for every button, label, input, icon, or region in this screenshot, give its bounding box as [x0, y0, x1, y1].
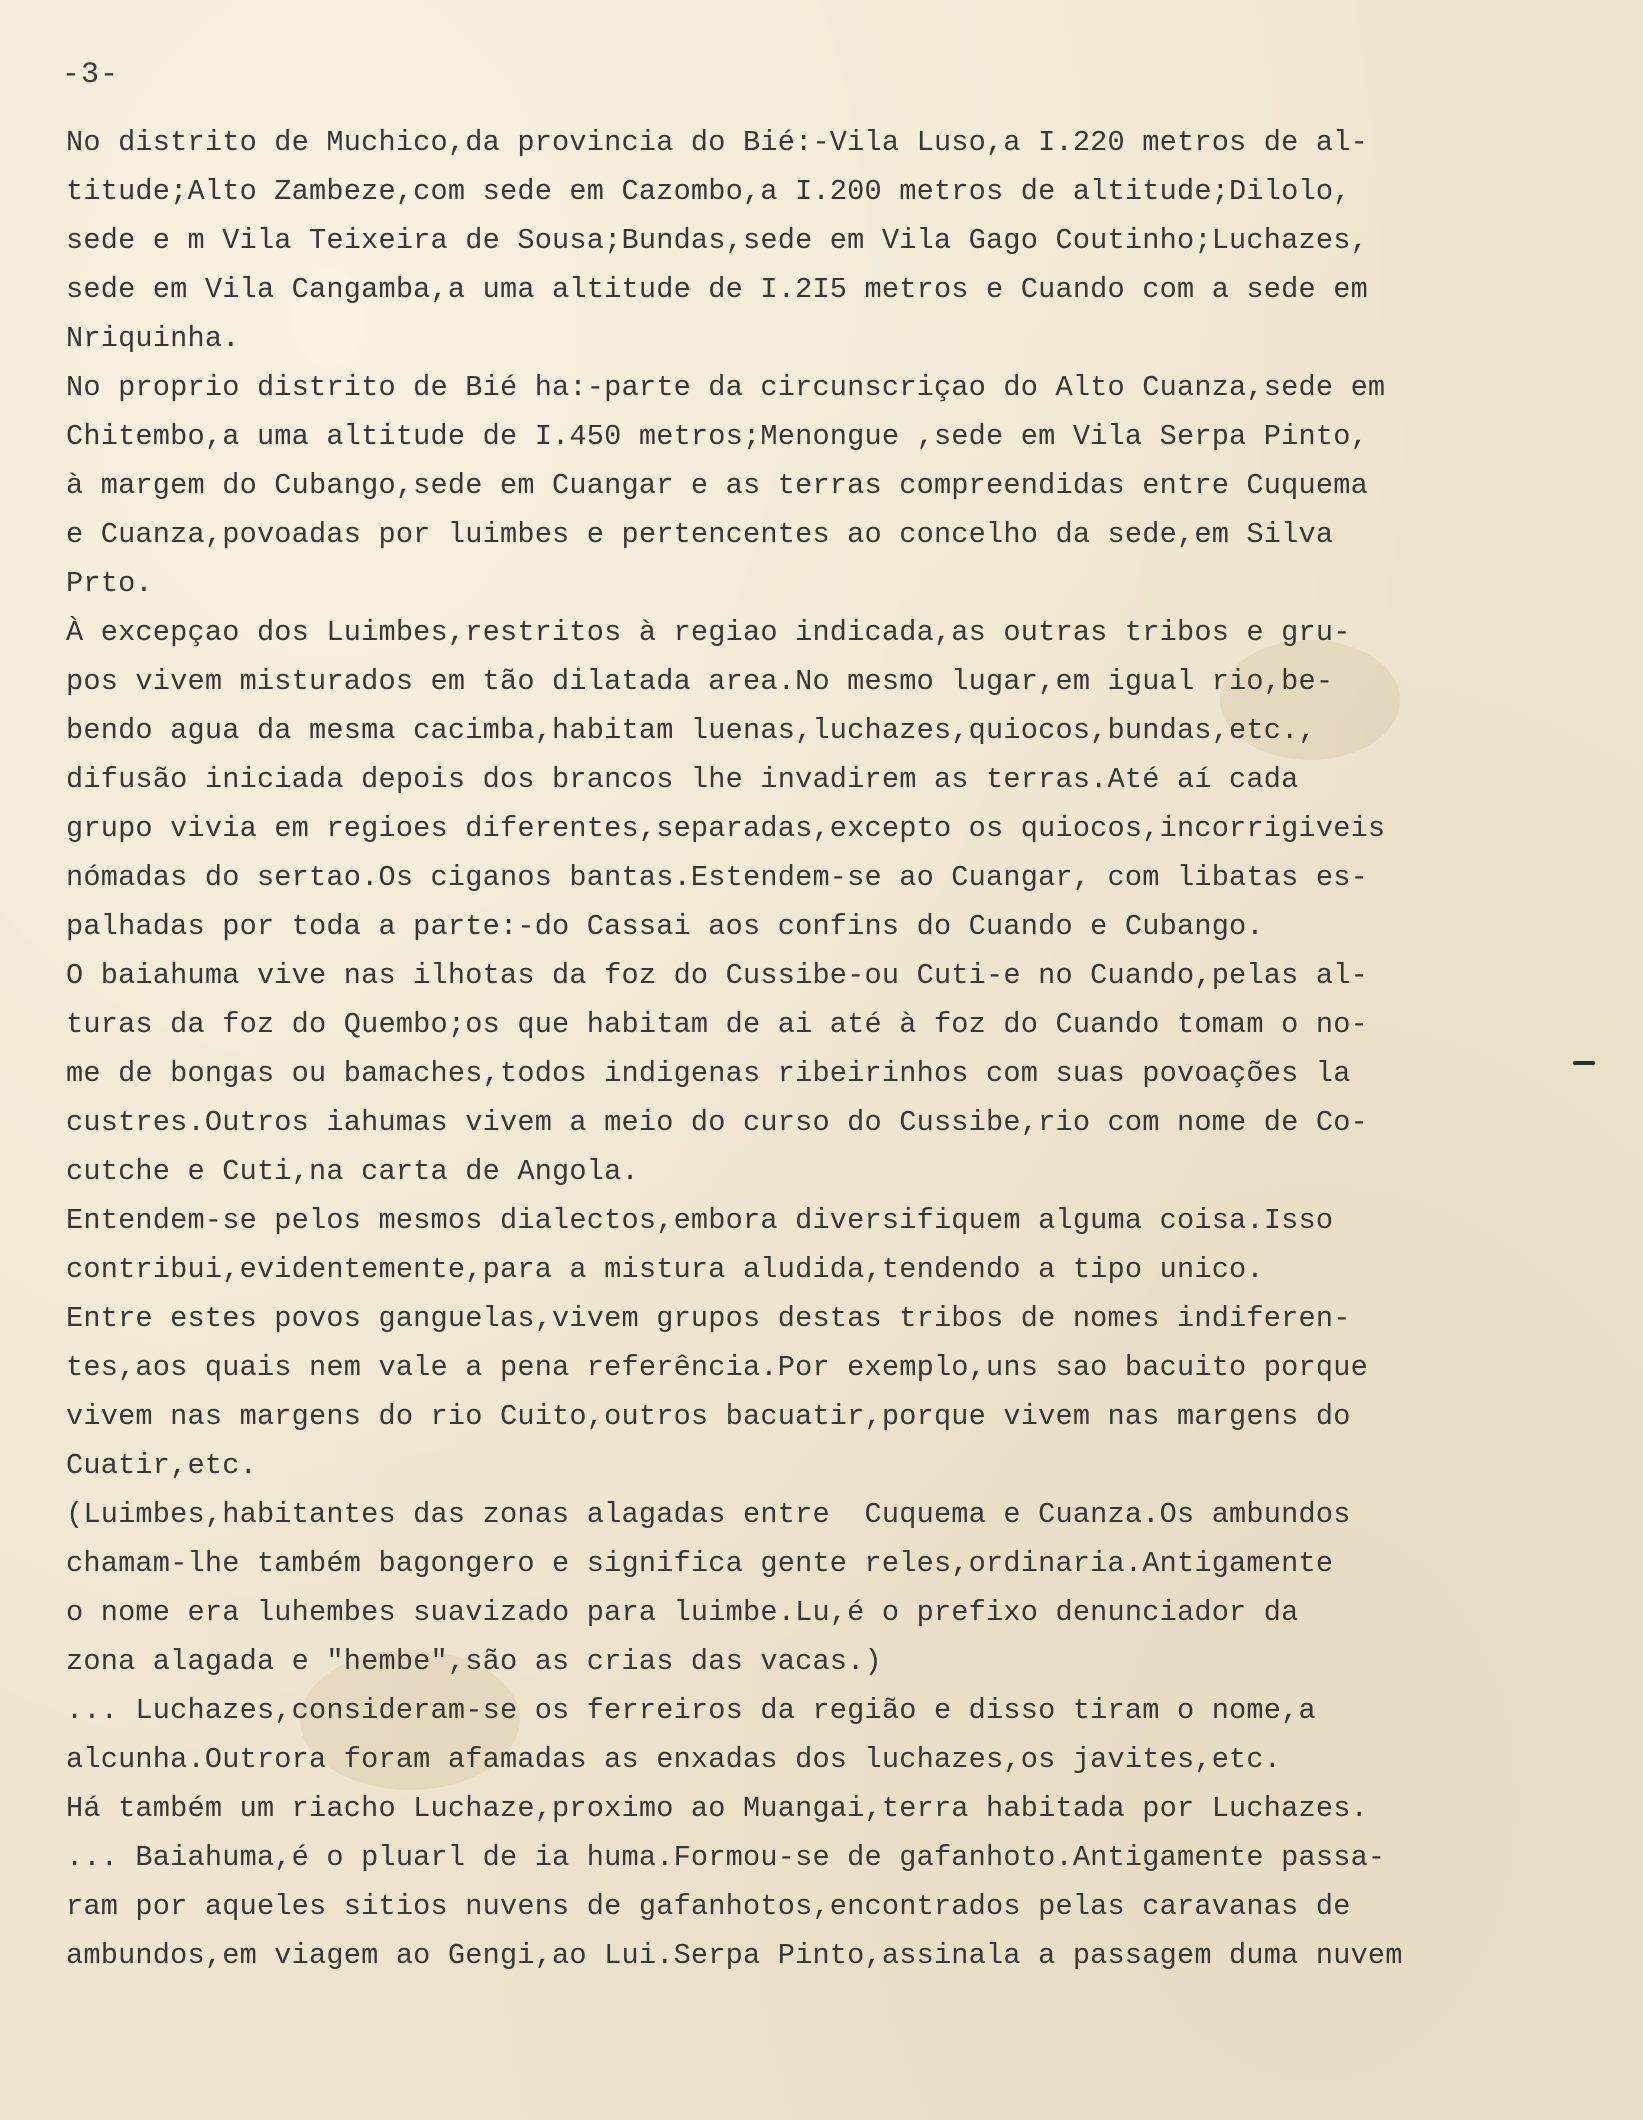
text-line: Entendem-se pelos mesmos dialectos,embora diversifiquem alguma coisa.Isso — [66, 1204, 1334, 1237]
text-line: À excepçao dos Luimbes,restritos à regiao indicada,as outras tribos e gru- — [66, 616, 1351, 649]
text-line: zona alagada e "hembe",são as crias das vacas.) — [66, 1645, 882, 1678]
text-line: No proprio distrito de Bié ha:-parte da circunscriçao do Alto Cuanza,sede em — [66, 371, 1386, 404]
document-body — [66, 118, 1626, 1980]
text-line: alcunha.Outrora foram afamadas as enxadas dos luchazes,os javites,etc. — [66, 1743, 1282, 1776]
text-line: palhadas por toda a parte:-do Cassai aos confins do Cuando e Cubango. — [66, 910, 1264, 943]
margin-dash-mark — [1573, 1061, 1595, 1065]
text-line: No distrito de Muchico,da provincia do Bié:-Vila Luso,a I.220 metros de al- — [66, 126, 1368, 159]
text-line: bendo agua da mesma cacimba,habitam luenas,luchazes,quiocos,bundas,etc., — [66, 714, 1316, 747]
text-line: à margem do Cubango,sede em Cuangar e as terras compreendidas entre Cuquema — [66, 469, 1368, 502]
text-line: ... Luchazes,consideram-se os ferreiros da região e disso tiram o nome,a — [66, 1694, 1316, 1727]
text-line: custres.Outros iahumas vivem a meio do curso do Cussibe,rio com nome de Co- — [66, 1106, 1368, 1139]
text-line: turas da foz do Quembo;os que habitam de ai até à foz do Cuando tomam o no- — [66, 1008, 1368, 1041]
text-line: o nome era luhembes suavizado para luimbe.Lu,é o prefixo denunciador da — [66, 1596, 1299, 1629]
text-line: vivem nas margens do rio Cuito,outros bacuatir,porque vivem nas margens do — [66, 1400, 1351, 1433]
text-line: ambundos,em viagem ao Gengi,ao Lui.Serpa Pinto,assinala a passagem duma nuvem — [66, 1939, 1403, 1972]
text-line: chamam-lhe também bagongero e significa gente reles,ordinaria.Antigamente — [66, 1547, 1334, 1580]
text-line: ... Baiahuma,é o pluarl de ia huma.Formou-se de gafanhoto.Antigamente passa- — [66, 1841, 1386, 1874]
text-line: Há também um riacho Luchaze,proximo ao Muangai,terra habitada por Luchazes. — [66, 1792, 1368, 1825]
text-line: sede e m Vila Teixeira de Sousa;Bundas,sede em Vila Gago Coutinho;Luchazes, — [66, 224, 1368, 257]
text-line: e Cuanza,povoadas por luimbes e pertencentes ao concelho da sede,em Silva — [66, 518, 1334, 551]
text-line: nómadas do sertao.Os ciganos bantas.Estendem-se ao Cuangar, com libatas es- — [66, 861, 1368, 894]
text-line: Entre estes povos ganguelas,vivem grupos destas tribos de nomes indiferen- — [66, 1302, 1351, 1335]
text-line: titude;Alto Zambeze,com sede em Cazombo,a I.200 metros de altitude;Dilolo, — [66, 175, 1351, 208]
text-line: cutche e Cuti,na carta de Angola. — [66, 1155, 639, 1188]
text-line: difusão iniciada depois dos brancos lhe invadirem as terras.Até aí cada — [66, 763, 1299, 796]
text-line: O baiahuma vive nas ilhotas da foz do Cussibe-ou Cuti-e no Cuando,pelas al- — [66, 959, 1368, 992]
text-line: pos vivem misturados em tão dilatada area.No mesmo lugar,em igual rio,be- — [66, 665, 1334, 698]
text-line: Chitembo,a uma altitude de I.450 metros;Menongue ,sede em Vila Serpa Pinto, — [66, 420, 1368, 453]
text-line: Prto. — [66, 567, 153, 600]
text-line: grupo vivia em regioes diferentes,separadas,excepto os quiocos,incorrigiveis — [66, 812, 1386, 845]
text-line: me de bongas ou bamaches,todos indigenas ribeirinhos com suas povoações la — [66, 1057, 1351, 1090]
text-line: (Luimbes,habitantes das zonas alagadas entre Cuquema e Cuanza.Os ambundos — [66, 1498, 1351, 1531]
text-line: tes,aos quais nem vale a pena referência.Por exemplo,uns sao bacuito porque — [66, 1351, 1368, 1384]
text-line: Nriquinha. — [66, 322, 240, 355]
page-number: -3- — [62, 58, 120, 92]
text-line: contribui,evidentemente,para a mistura aludida,tendendo a tipo unico. — [66, 1253, 1264, 1286]
text-line: Cuatir,etc. — [66, 1449, 257, 1482]
text-line: sede em Vila Cangamba,a uma altitude de I.2I5 metros e Cuando com a sede em — [66, 273, 1368, 306]
text-line: ram por aqueles sitios nuvens de gafanhotos,encontrados pelas caravanas de — [66, 1890, 1351, 1923]
